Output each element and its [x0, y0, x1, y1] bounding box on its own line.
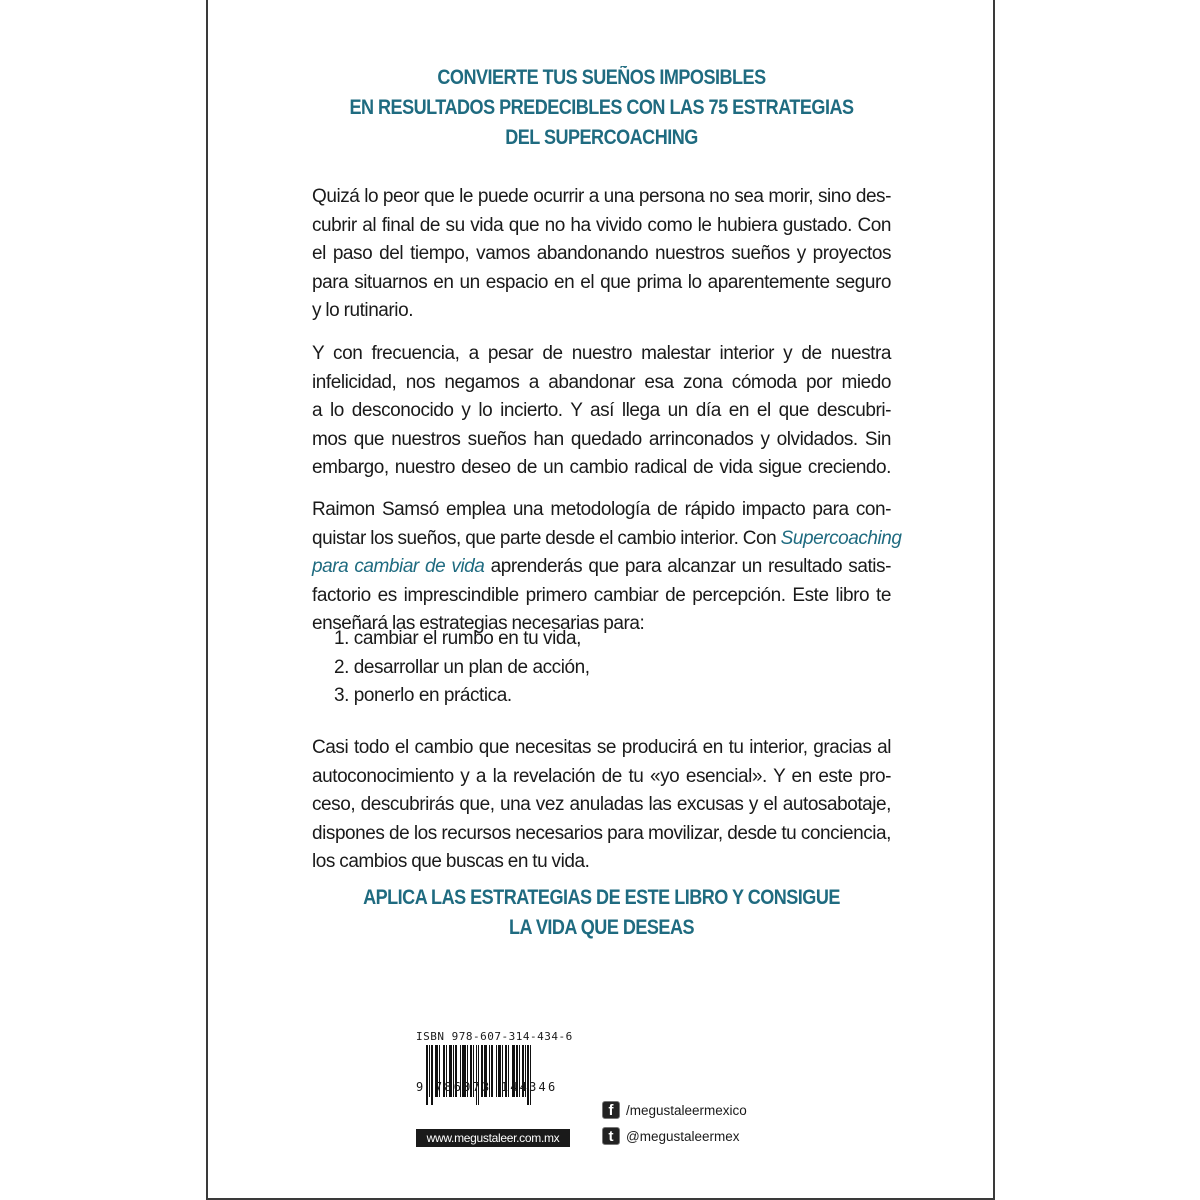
text-line: mos que nuestros sueños han quedado arrinconados y olvidados. Sin [312, 428, 891, 450]
paragraph-3 [312, 496, 902, 639]
barcode-bars [426, 1045, 572, 1105]
book-back-cover [206, 0, 995, 1200]
twitter-handle: @megustaleermex [626, 1128, 740, 1144]
heading-line: EN RESULTADOS PREDECIBLES CON LAS 75 ESTRATEGIAS [349, 96, 854, 119]
list-item: 3. ponerlo en práctica. [334, 685, 512, 706]
heading-line: CONVIERTE TUS SUEÑOS IMPOSIBLES [437, 66, 766, 89]
text-line: Raimon Samsó emplea una metodología de rápido impacto para con- [312, 499, 891, 520]
isbn-barcode [416, 1030, 572, 1105]
text-line: ceso, descubrirás que, una vez anuladas las excusas y el autosabotaje, [312, 794, 891, 815]
text-line: Casi todo el cambio que necesitas se producirá en tu interior, gracias al [312, 737, 891, 758]
text-line [312, 553, 891, 582]
twitter-icon: t [602, 1127, 620, 1145]
barcode-digits: 9 786073 144346 [416, 1080, 558, 1094]
tagline-heading [301, 63, 902, 153]
twitter-link[interactable] [602, 1127, 740, 1145]
heading-line: APLICA LAS ESTRATEGIAS DE ESTE LIBRO Y CONSIGUE [363, 886, 840, 909]
text-line: infelicidad, nos negamos a abandonar esa zona cómoda por miedo [312, 371, 891, 393]
facebook-icon: f [602, 1101, 620, 1119]
publisher-website[interactable]: www.megustaleer.com.mx [416, 1129, 570, 1147]
paragraph-1 [312, 183, 891, 326]
list-item: 1. cambiar el rumbo en tu vida, [334, 628, 581, 649]
text-line: embargo, nuestro deseo de un cambio radical de vida sigue creciendo. [312, 457, 891, 478]
text-line [312, 525, 902, 554]
text-line: a lo desconocido y lo incierto. Y así llega un día en el que descubri- [312, 400, 891, 421]
text-line: para situarnos en un espacio en el que prima lo aparentemente seguro [312, 271, 891, 293]
text-line: y lo rutinario. [312, 300, 414, 321]
strategy-list [334, 625, 590, 711]
facebook-handle: /megustaleermexico [626, 1102, 747, 1118]
text-line: factorio es imprescindible primero cambiar de percepción. Este libro te [312, 584, 891, 606]
closing-heading [301, 883, 902, 943]
book-title-emphasis: Supercoaching [780, 527, 902, 549]
text-line: enseñará las estrategias necesarias para: [312, 613, 645, 634]
paragraph-4 [312, 734, 891, 877]
text-line: Y con frecuencia, a pesar de nuestro malestar interior y de nuestra [312, 343, 891, 364]
heading-line: LA VIDA QUE DESEAS [508, 916, 695, 939]
list-item: 2. desarrollar un plan de acción, [334, 656, 590, 678]
isbn-label: ISBN 978-607-314-434-6 [416, 1030, 573, 1043]
paragraph-2 [312, 340, 891, 483]
text-line: el paso del tiempo, vamos abandonando nuestros sueños y proyectos [312, 243, 891, 264]
text-fragment: aprenderás que para alcanzar un resultado satis- [484, 556, 891, 577]
heading-line: DEL SUPERCOACHING [505, 126, 698, 149]
book-title-emphasis: para cambiar de vida [312, 556, 485, 577]
facebook-link[interactable] [602, 1101, 747, 1119]
text-fragment: quistar los sueños, que parte desde el cambio interior. Con [312, 527, 781, 549]
text-line: los cambios que buscas en tu vida. [312, 851, 590, 872]
text-line: Quizá lo peor que le puede ocurrir a una persona no sea morir, sino des- [312, 186, 891, 207]
text-line: dispones de los recursos necesarios para movilizar, desde tu conciencia, [312, 822, 891, 844]
text-line: cubrir al final de su vida que no ha vivido como le hubiera gustado. Con [312, 214, 891, 236]
text-line: autoconocimiento y a la revelación de tu «yo esencial». Y en este pro- [312, 765, 891, 787]
